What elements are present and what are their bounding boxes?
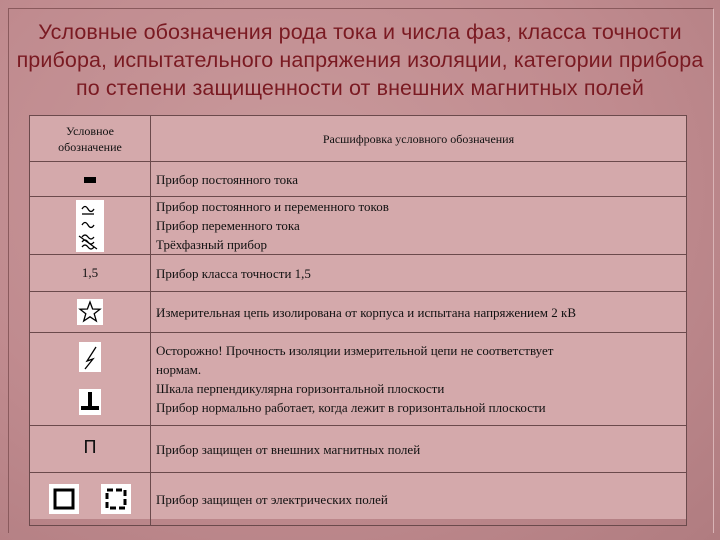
meaning-line: Прибор переменного тока	[156, 218, 300, 233]
symbol-cell	[30, 162, 151, 197]
dashed-square-icon	[101, 484, 131, 514]
meaning-cell	[151, 197, 687, 255]
electric-symbols-group	[45, 482, 135, 516]
title-line-2: прибора, испытательного напряжения изоляции, категории прибора	[16, 48, 704, 72]
slide-title	[10, 18, 710, 102]
symbol-cell	[30, 292, 151, 333]
meaning-cell: Прибор защищен от электрических полей	[151, 473, 687, 526]
symbols-table	[29, 115, 687, 519]
meaning-line: Осторожно! Прочность изоляции измерительной цепи не соответствует	[156, 343, 554, 358]
warning-symbols-group	[75, 339, 105, 419]
title-line-1: Условные обозначения рода тока и числа фаз, класса точности	[38, 20, 682, 44]
symbol-cell	[30, 197, 151, 255]
meaning-line: Трёхфазный прибор	[156, 237, 267, 252]
meaning-cell: Прибор защищен от внешних магнитных полей	[151, 426, 687, 473]
dc-bar-icon	[83, 176, 97, 184]
meaning-cell	[151, 333, 687, 426]
table-row	[30, 333, 687, 426]
table-row	[30, 473, 687, 526]
meaning-line: Шкала перпендикулярна горизонтальной плоскости	[156, 381, 445, 396]
perpendicular-icon	[79, 389, 101, 415]
meaning-cell: Прибор класса точности 1,5	[151, 255, 687, 292]
title-line-3: по степени защищенности от внешних магнитных полей	[76, 76, 644, 100]
ac-symbols-group	[76, 200, 104, 252]
table-row	[30, 197, 687, 255]
symbol-cell	[30, 333, 151, 426]
lightning-icon	[79, 342, 101, 372]
header-symbol-line-1: Условное	[66, 123, 114, 138]
star-2kv-icon	[77, 299, 103, 325]
table-row	[30, 292, 687, 333]
meaning-cell: Прибор постоянного тока	[151, 162, 687, 197]
header-symbol-line-2: обозначение	[58, 139, 122, 154]
table-header-row	[30, 116, 687, 162]
meaning-line: Прибор постоянного и переменного токов	[156, 199, 389, 214]
table-row	[30, 255, 687, 292]
header-symbol-cell	[30, 116, 151, 162]
magnetic-symbol: П	[83, 436, 97, 458]
table-row	[30, 162, 687, 197]
table-row	[30, 426, 687, 473]
symbol-cell	[30, 426, 151, 473]
symbol-cell: 1,5	[30, 255, 151, 292]
symbol-cell	[30, 473, 151, 526]
header-meaning-cell: Расшифровка условного обозначения	[151, 116, 687, 162]
meaning-cell: Измерительная цепь изолирована от корпуса и испытана напряжением 2 кВ	[151, 292, 687, 333]
meaning-line: нормам.	[156, 362, 202, 377]
meaning-line: Прибор нормально работает, когда лежит в горизонтальной плоскости	[156, 400, 546, 415]
square-icon	[49, 484, 79, 514]
